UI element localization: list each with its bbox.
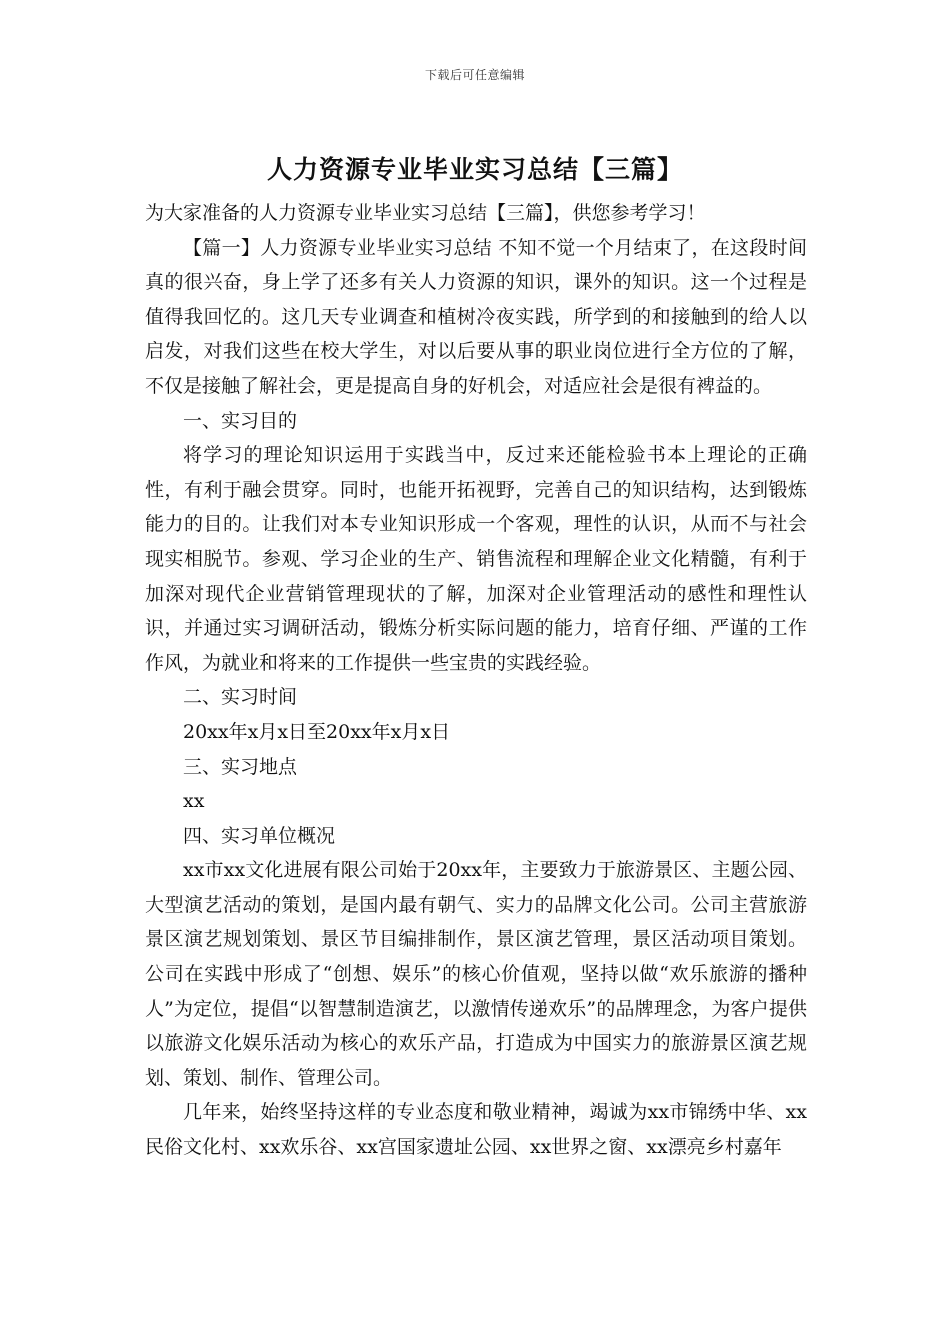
document-title: 人力资源专业毕业实习总结【三篇】 [266, 155, 683, 184]
location-paragraph: xx [183, 790, 205, 813]
time-paragraph: 20xx年x月x日至20xx年x月x日 [183, 720, 451, 743]
section-heading-location: 三、实习地点 [183, 755, 298, 778]
company-paragraph: xx市xx文化进展有限公司始于20xx年，主要致力于旅游景区、主题公园、大型演艺活动的策划，是国内最有朝气、实力的品牌文化公司。公司主营旅游景区演艺规划策划、景区节目编排制作，景区演艺管理，景区活动项目策划。公司在实践中形成了“创想、娱乐”的核心价值观，坚持以做“欢乐旅游的播种人”为定位，提倡“以智慧制造演艺，以激情传递欢乐”的品牌理念，为客户提供以旅游文化娱乐活动为核心的欢乐产品，打造成为中国实力的旅游景区演艺规划、策划、制作、管理公司。 [145, 859, 807, 1089]
years-paragraph: 几年来，始终坚持这样的专业态度和敬业精神，竭诚为xx市锦绣中华、xx民俗文化村、xx欢乐谷、xx宫国家遗址公园、xx世界之窗、xx漂亮乡村嘉年 [145, 1101, 807, 1159]
section-heading-purpose: 一、实习目的 [183, 409, 298, 432]
header-note: 下载后可任意编辑 [424, 68, 525, 82]
document-body [145, 196, 807, 1165]
section-heading-time: 二、实习时间 [183, 686, 298, 709]
section-heading-company: 四、实习单位概况 [183, 824, 336, 847]
purpose-paragraph: 将学习的理论知识运用于实践当中，反过来还能检验书本上理论的正确性，有利于融会贯穿。同时，也能开拓视野，完善自己的知识结构，达到锻炼能力的目的。让我们对本专业知识形成一个客观，理性的认识，从而不与社会现实相脱节。参观、学习企业的生产、销售流程和理解企业文化精髓，有利于加深对现代企业营销管理现状的了解，加深对企业管理活动的感性和理性认识，并通过实习调研活动，锻炼分析实际问题的能力，培育仔细、严谨的工作作风，为就业和将来的工作提供一些宝贵的实践经验。 [145, 444, 807, 674]
intro-paragraph: 为大家准备的人力资源专业毕业实习总结【三篇】，供您参考学习！ [145, 202, 706, 224]
part-one-paragraph: 【篇一】人力资源专业毕业实习总结 不知不觉一个月结束了，在这段时间真的很兴奋，身上学了还多有关人力资源的知识，课外的知识。这一个过程是值得我回忆的。这几天专业调查和植树冷夜实践，所学到的和接触到的给人以启发，对我们这些在校大学生，对以后要从事的职业岗位进行全方位的了解，不仅是接触了解社会，更是提高自身的好机会，对适应社会是很有裨益的。 [145, 236, 807, 397]
